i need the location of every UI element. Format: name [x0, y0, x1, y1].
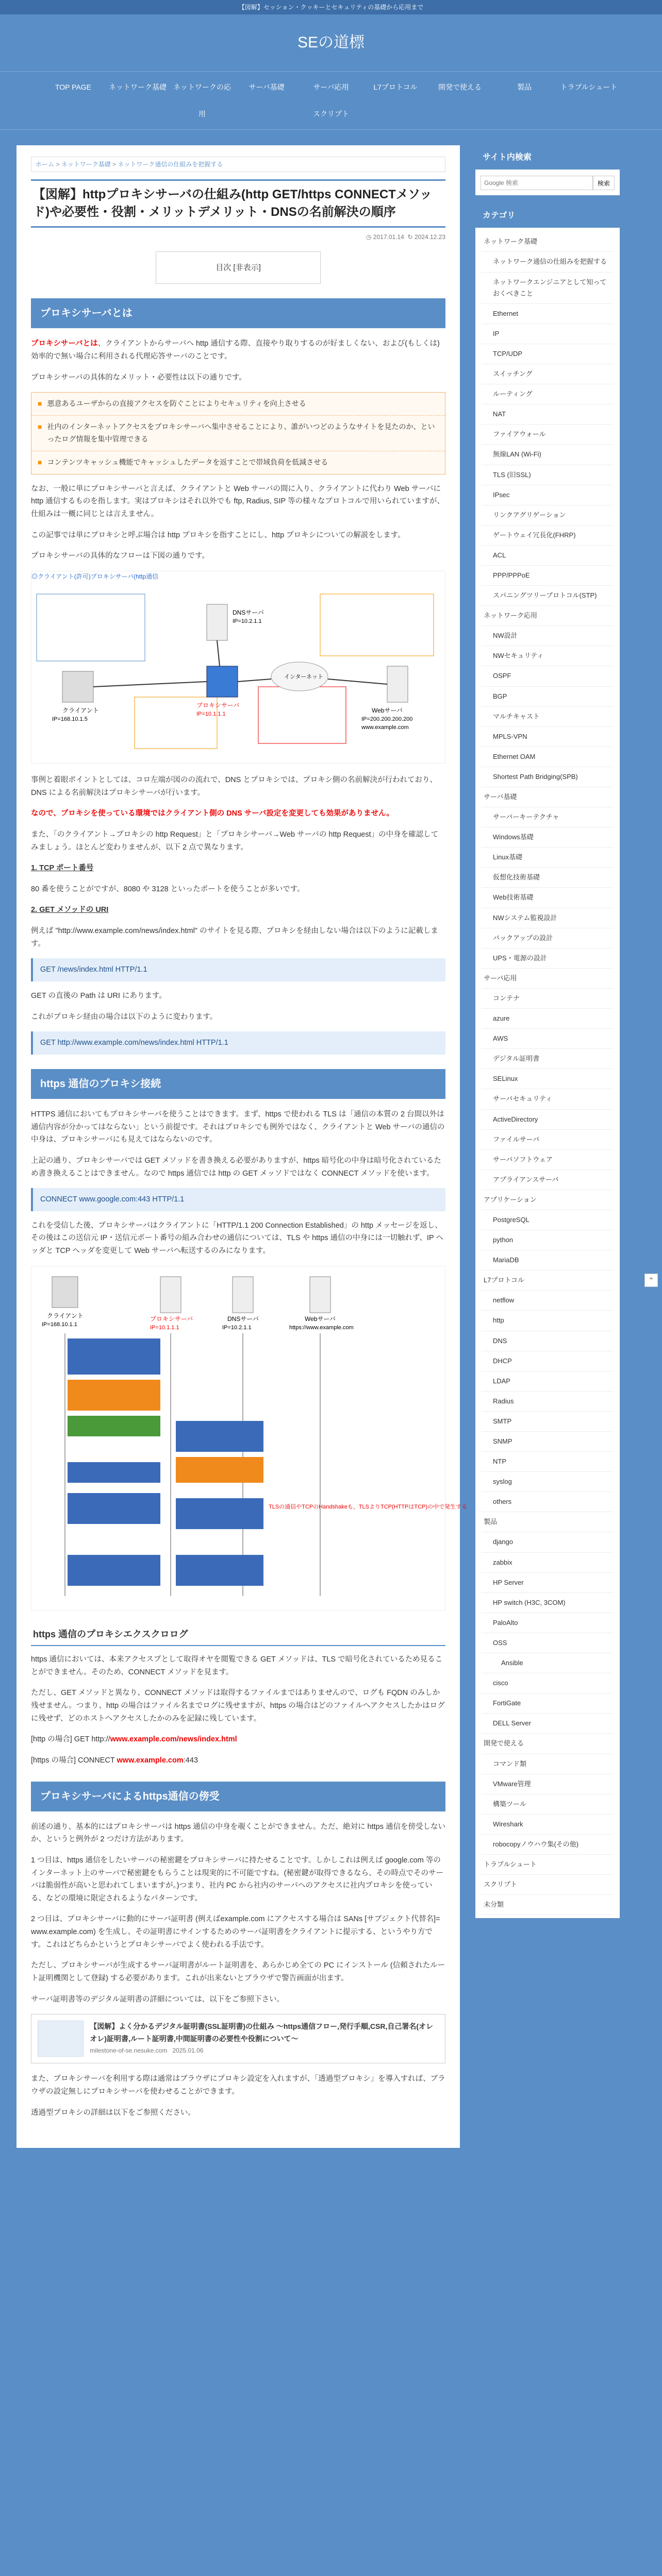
category-link[interactable]: ネットワーク基礎 [482, 232, 614, 252]
paragraph [31, 337, 445, 363]
nav-item[interactable]: TOP PAGE [55, 83, 92, 91]
paragraph: 80 番を使うことがですが、8080 や 3128 といったポートを使うことが多いです。 [31, 885, 305, 893]
packet-block [68, 1338, 160, 1375]
post-dates [31, 232, 445, 242]
related-article-card[interactable] [31, 2014, 445, 2063]
category-link[interactable]: SELinux [482, 1069, 614, 1089]
section-heading: https 通信のプロキシ接続 [31, 1069, 445, 1099]
diagram-svg [31, 1266, 468, 1606]
proxy-ip: IP=10.1.1.1 [196, 711, 226, 718]
category-link[interactable]: 無線LAN (Wi-Fi) [482, 445, 614, 465]
packet-block [68, 1555, 160, 1586]
merits-box [31, 392, 445, 474]
section-heading: プロキシサーバによるhttps通信の傍受 [31, 1782, 445, 1811]
nav-item[interactable]: サーバ応用 [313, 83, 349, 91]
category-link[interactable]: トラブルシュート [482, 1855, 614, 1875]
back-to-top-icon[interactable]: ⌃ [644, 1274, 658, 1287]
web-label: Webサーバ [372, 707, 403, 715]
category-link[interactable]: azure [482, 1009, 614, 1029]
paragraph-text: 、クライアントからサーバへ http 通信する際、直接やり取りするのが好ましくない、および(もしくは)効率的で無い場合に利用される代理応答サーバのことです。 [31, 340, 440, 361]
paragraph: また、プロキシサーバを利用する際は通常はブラウザにプロキシ設定を入れますが、「透過型プロキシ」を導入すれば、ブラウザの設定無しにプロキシサーバを使わせることができます。 [31, 2075, 445, 2096]
log-example [31, 1733, 445, 1746]
category-link[interactable]: 構築ツール [482, 1794, 614, 1815]
web-server-icon [387, 666, 408, 702]
packet-block [68, 1493, 160, 1524]
card-title[interactable]: 【図解】よく分かるデジタル証明書(SSL証明書)の仕組み 〜https通信フロー,発行手順,CSR,自己署名(オレオレ)証明書,ルート証明書,中間証明書の必要性や役割について〜 [90, 2022, 433, 2043]
packet-block [68, 1462, 160, 1483]
paragraph: この記事では単にプロキシと呼ぶ場合は http プロキシを指すことにし、http プロキシについての解説をします。 [31, 531, 405, 539]
category-link[interactable]: Radius [482, 1392, 614, 1412]
category-link[interactable]: サーバソフトウェア [482, 1150, 614, 1170]
category-link[interactable]: Linux基礎 [482, 848, 614, 868]
card-url: milestone-of-se.nesuke.com [90, 2046, 168, 2054]
code-block: GET /news/index.html HTTP/1.1 [31, 958, 445, 981]
breadcrumb-home[interactable]: ホーム [36, 161, 55, 168]
category-link[interactable]: アプライアンスサーバ [482, 1170, 614, 1190]
proxy-label: プロキシサーバ [150, 1315, 193, 1323]
paragraph: 上記の通り、プロキシサーバでは GET メソッドを書き換える必要がありますが、https 暗号化の中身は暗号化されているため書き換えることはできません。なので https 通信では http の GET メッソドではなく CONNECT メソッドを使います。 [31, 1156, 441, 1178]
merit-item [31, 393, 445, 416]
link-line [217, 640, 220, 666]
code-block: CONNECT www.google.com:443 HTTP/1.1 [31, 1188, 445, 1211]
paragraph: 例えば "http://www.example.com/news/index.html" のサイトを見る際、プロキシを経由しない場合は以下のように記載します。 [31, 927, 438, 948]
client-pc-icon [52, 1277, 78, 1308]
category-link[interactable]: バックアップの設計 [482, 928, 614, 948]
category-link[interactable]: VMware管理 [482, 1774, 614, 1794]
paragraph: 前述の通り、基本的にはプロキシサーバは https 通信の中身を覗くことができません。ただ、絶対に https 通信を傍受しないか、というと例外が 2 つだけ方法があります。 [31, 1822, 445, 1844]
figure-caption: ◎クライアント(許可)プロキシサーバ(http通信 [31, 572, 159, 580]
web-label: Webサーバ [305, 1315, 336, 1323]
paragraph: これがプロキシ経由の場合は以下のように変わります。 [31, 1012, 218, 1021]
category-link[interactable]: netflow [482, 1291, 614, 1311]
card-date: 2025.01.06 [172, 2046, 204, 2054]
search-box [475, 171, 620, 195]
updated-date: 2024.12.23 [414, 233, 445, 241]
merit-text: 悪意あるユーザからの直接アクセスを防ぐことによりセキュリティを向上させる [47, 399, 306, 408]
paragraph: 事例と着眼ポイントとしては、コロ左端が図のの流れで、DNS とプロキシでは、プロキシ側の名前解決が行われており、DNS による名前解決はプロキシサーバが行います。 [31, 775, 438, 797]
log-value: www.example.com/news/index.html [110, 1735, 237, 1744]
proxy-flow-diagram [31, 571, 445, 764]
proxy-label: プロキシサーバ [196, 702, 240, 709]
article [16, 145, 468, 2148]
paragraph: HTTPS 通信においてもプロキシサーバを使うことはできます。まず、https で使われる TLS は「通信の本質の 2 台間以外は通信内容が分かってはならない」という前提です。それはプロキシでも例外ではなく、クライアントと Web サーバの通信の中身は、プロキシサーバにも見えてはならないのです。 [31, 1110, 445, 1144]
category-link[interactable]: Ethernet [482, 304, 614, 324]
category-link[interactable]: ネットワークエンジニアとして知っておくべきこと [482, 273, 614, 304]
category-link[interactable]: コンテナ [482, 989, 614, 1009]
emphasis: プロキシサーバとは [31, 340, 98, 348]
category-link[interactable]: L7プロトコル [482, 1270, 614, 1291]
category-link[interactable]: SMTP [482, 1412, 614, 1432]
category-widget-title: カテゴリ [475, 204, 620, 229]
table-of-contents[interactable]: 目次 [非表示] [156, 251, 321, 284]
paragraph: 1 つ目は、https 通信をしたいサーバの秘密鍵をプロキシサーバに持たせることです。しかしこれは例えば google.com 等のインターネット上のサーバで秘密鍵をもらうことは現実的に不可能ですね。(秘密鍵が取得できるなら、その時点でそのサーバは脆弱性が高いと思われてしまいますが。)つまり、社内 PC から社内のサーバへのアクセスに社内プロキシを使っている、などの環境に限定されるようなパターンです。 [31, 1856, 444, 1903]
dns-label: DNSサーバ [227, 1315, 259, 1323]
paragraph: また、「のクライアント→プロキシの http Request」と「プロキシサーバ→Web サーバの http Request」の中身を確認してみましょう。ほとんど変わりませんが、以下 2 点で異なります。 [31, 830, 439, 852]
packet-block [68, 1416, 160, 1436]
category-link[interactable]: Ansible [482, 1653, 614, 1673]
response-box [258, 687, 346, 743]
category-link[interactable]: TCP/UDP [482, 344, 614, 364]
top-announcement-bar[interactable]: 【図解】セッション・クッキーとセキュリティの基礎から応用まで [0, 0, 662, 14]
internet-label: インターネット [284, 674, 324, 681]
category-link[interactable]: AWS [482, 1029, 614, 1049]
breadcrumb-category[interactable]: ネットワーク基礎 [61, 161, 111, 168]
category-link[interactable]: マルチキャスト [482, 707, 614, 727]
category-link[interactable]: cisco [482, 1673, 614, 1693]
https-connect-sequence-diagram [31, 1266, 468, 1611]
category-link[interactable]: PPP/PPPoE [482, 566, 614, 586]
paragraph: プロキシサーバの具体的なフローは下図の通りです。 [31, 552, 209, 561]
category-link[interactable]: PostgreSQL [482, 1210, 614, 1230]
category-link[interactable]: MPLS-VPN [482, 727, 614, 747]
client-ip: IP=168.10.1.5 [52, 716, 88, 723]
category-link[interactable]: 未分類 [482, 1895, 614, 1915]
category-link[interactable]: zabbix [482, 1553, 614, 1573]
category-link[interactable]: ファイルサーバ [482, 1130, 614, 1150]
category-link[interactable]: LDAP [482, 1371, 614, 1392]
category-link[interactable]: IPsec [482, 485, 614, 505]
paragraph: https 通信においては、本来アクセスプとして取得オヤを閲覧できる GET メソッドは、TLS で暗号化されているため見ることができません。そのため、CONNECT メソッドを見ます。 [31, 1655, 443, 1676]
web-host: https://www.example.com [289, 1324, 354, 1331]
sidebar [475, 145, 620, 1918]
dns-ip: IP=10.2.1.1 [233, 618, 262, 625]
merit-item [31, 416, 445, 451]
search-button[interactable]: 検索 [593, 176, 615, 190]
paragraph: GET の直後の Path は URI にあります。 [31, 992, 167, 1001]
refresh-icon: ↻ [407, 233, 413, 241]
paragraph-emphasis: なので、プロキシを使っている環境ではクライアント側の DNS サーバ設定を変更しても効果がありません。 [31, 809, 394, 818]
category-link[interactable]: スパニングツリープロトコル(STP) [482, 586, 614, 606]
category-link[interactable]: robocopyノウハウ集(その他) [482, 1835, 614, 1855]
square-icon: ■ [38, 399, 42, 408]
category-link[interactable]: ファイアウォール [482, 425, 614, 445]
category-link[interactable]: NTP [482, 1452, 614, 1472]
dns-ip: IP=10.2.1.1 [222, 1324, 252, 1331]
log-suffix: :443 [183, 1756, 198, 1765]
nav-item[interactable]: スクリプト [313, 110, 349, 118]
category-link[interactable]: TLS (旧SSL) [482, 465, 614, 485]
nav-item[interactable]: 製品 [517, 83, 532, 91]
code-block: GET http://www.example.com/news/index.html HTTP/1.1 [31, 1031, 445, 1055]
paragraph: ただし、GET メソッドと異なり、CONNECT メソッドは取得するファイルまではありませんので、ログも FQDN のみしか残せません。つまり、http の場合はファイル名までログに残せますが、https の場合はどのファイルへアクセスしたかはログに残せず、どのホストへアクセスしたかのみを記録に残しています。 [31, 1689, 445, 1723]
nav-item[interactable]: 開発で使える [438, 83, 482, 91]
link-line [238, 679, 271, 682]
dns-server-icon [207, 604, 227, 640]
request-box [320, 594, 434, 656]
paragraph: サーバ証明書等のデジタル証明書の詳細については、以下をご参照下さい。 [31, 1995, 285, 2004]
category-link[interactable]: コマンド類 [482, 1754, 614, 1774]
page-title: 【図解】httpプロキシサーバの仕組み(http GET/https CONNECTメソッド)や必要性・役割・メリットデメリット・DNSの名前解決の順序 [31, 179, 445, 227]
category-link[interactable]: リンクアグリゲーション [482, 505, 614, 526]
clock-icon: ◷ [366, 233, 372, 241]
category-link[interactable]: ACL [482, 546, 614, 566]
merit-item [31, 451, 445, 474]
category-link[interactable]: python [482, 1230, 614, 1250]
category-link[interactable]: OSPF [482, 666, 614, 686]
dns-label: DNSサーバ [233, 609, 264, 617]
category-link[interactable]: HP Server [482, 1573, 614, 1593]
log-value: www.example.com [117, 1756, 184, 1765]
category-link[interactable]: NAT [482, 404, 614, 425]
proxy-server-icon [160, 1277, 181, 1313]
category-link[interactable]: DELL Server [482, 1714, 614, 1734]
category-link[interactable]: スクリプト [482, 1875, 614, 1895]
client-ip: IP=168.10.1.1 [42, 1321, 77, 1328]
nav-item[interactable]: トラブルシュート [560, 83, 618, 91]
subsection-heading: https 通信のプロキシエクスクロログ [31, 1623, 445, 1647]
search-input[interactable] [481, 176, 593, 190]
category-link[interactable]: DHCP [482, 1351, 614, 1371]
packet-block [176, 1457, 263, 1483]
paragraph: 透過型プロキシの詳細は以下をご参照ください。 [31, 2108, 195, 2117]
category-link[interactable]: DNS [482, 1331, 614, 1351]
category-link[interactable]: IP [482, 324, 614, 344]
nav-item[interactable]: L7プロトコル [373, 83, 418, 91]
category-link[interactable]: PaloAlto [482, 1613, 614, 1633]
breadcrumb: ホーム > ネットワーク基礎 > ネットワーク通信の仕組みを把握する [31, 157, 445, 172]
nav-item[interactable]: サーバ基礎 [249, 83, 285, 91]
paragraph: ただし、プロキシサーバが生成するサーバ証明書がルート証明書を、あらかじめ全ての PC にインストール (信頼されたルート証明機関として登録) する必要があります。これが出来ないとブラウザで警告画面が出ます。 [31, 1961, 445, 1982]
paragraph: なお、一般に単にプロキシサーバと言えば、クライアントと Web サーバの間に入り、クライアントに代わり Web サーバに http 通信するものを指します。実はプロキシはそれ以外でも ftp, Radius, SIP 等の様々なプロトコルで用いられていますが、仕組みは一概に同じとは言えません。 [31, 484, 444, 518]
category-link[interactable]: ゲートウェイ冗長化(FHRP) [482, 526, 614, 546]
category-link[interactable]: 開発で使える [482, 1734, 614, 1754]
category-link[interactable]: Shortest Path Bridging(SPB) [482, 767, 614, 787]
diagram-svg [31, 584, 444, 759]
log-example [31, 1754, 445, 1767]
category-link[interactable]: syslog [482, 1472, 614, 1492]
client-pc-icon [62, 671, 93, 702]
proxy-ip: IP=10.1.1.1 [150, 1324, 179, 1331]
category-link[interactable]: HP switch (H3C, 3COM) [482, 1593, 614, 1613]
category-link[interactable]: ActiveDirectory [482, 1110, 614, 1130]
client-label: クライアント [47, 1312, 84, 1319]
link-line [93, 682, 207, 687]
packet-block [176, 1421, 263, 1452]
category-link[interactable]: OSS [482, 1633, 614, 1653]
merit-text: 社内のインターネットアクセスをプロキシサーバへ集中させることにより、誰がいつどのようなサイトを見たのか、といったログ情報を集中管理できる [47, 422, 435, 443]
web-server-icon [310, 1277, 330, 1313]
site-title[interactable]: SEの道標 [0, 14, 662, 71]
category-link[interactable]: NWシステム監視設計 [482, 908, 614, 928]
category-link[interactable]: UPS・電源の設計 [482, 948, 614, 969]
category-link[interactable]: http [482, 1311, 614, 1331]
category-link[interactable]: サーバ基礎 [482, 787, 614, 807]
merit-text: コンテンツキャッシュ機能でキャッシュしたデータを返すことで帯域負荷を低減させる [47, 457, 328, 466]
log-prefix: [http の場合] GET http:// [31, 1735, 110, 1744]
search-widget-title: サイト内検索 [475, 145, 620, 171]
nav-item[interactable]: ネットワーク基礎 [109, 83, 167, 91]
log-prefix: [https の場合] CONNECT [31, 1756, 117, 1765]
paragraph: これを受信した後、プロキシサーバはクライアントに「HTTP/1.1 200 Connection Established」の http メッセージを返し、その後はこの送信元 IP・送信元ポート番号の組み合わせの通信については、TLS や https 通信の中身には一切触れず、IP ヘッダと TCP ヘッダを変更して Web サーバへ転送するのみになります。 [31, 1221, 443, 1256]
article-thumbnail [38, 2021, 84, 2057]
category-link[interactable]: ネットワーク応用 [482, 606, 614, 626]
category-link[interactable]: Ethernet OAM [482, 747, 614, 767]
paragraph: プロキシサーバの具体的なメリット・必要性は以下の通りです。 [31, 373, 246, 382]
category-link[interactable]: スイッチング [482, 364, 614, 384]
global-nav [0, 71, 662, 130]
diagram-note: TLSの通信やTCPのHandshakeも、TLSよりTCP(HTTPはTCP)の中で発生する [269, 1503, 468, 1510]
client-label: クライアント [62, 707, 99, 715]
category-link[interactable]: others [482, 1492, 614, 1512]
category-link[interactable]: サーバ応用 [482, 969, 614, 989]
category-list [475, 229, 620, 1918]
category-link[interactable]: Web技術基礎 [482, 888, 614, 908]
category-link[interactable]: サーバセキュリティ [482, 1089, 614, 1109]
point-heading: 1. TCP ポート番号 [31, 864, 94, 873]
web-host: www.example.com [361, 724, 409, 731]
web-ip: IP=200.200.200.200 [361, 716, 413, 723]
packet-block [68, 1380, 160, 1411]
category-link[interactable]: サーバーキーテクチャ [482, 807, 614, 827]
category-link[interactable]: Wireshark [482, 1815, 614, 1835]
category-link[interactable]: Windows基礎 [482, 827, 614, 848]
category-link[interactable]: django [482, 1532, 614, 1552]
category-link[interactable]: SNMP [482, 1432, 614, 1452]
paragraph: 2 つ目は、プロキシサーバに動的にサーバ証明書 (例えばexample.com にアクセスする場合は SANs [サブジェクト代替名]= www.example.com) を生成し、その証明書にサインするためのサーバ証明書をクライアントに提示する、というやり方です。これはどちらかというとプロキシサーバでよく使われる手法です。 [31, 1915, 440, 1949]
link-line [328, 679, 387, 684]
section-heading: プロキシサーバとは [31, 298, 445, 328]
dns-server-icon [233, 1277, 253, 1313]
category-link[interactable]: デジタル証明書 [482, 1049, 614, 1069]
category-link[interactable]: ルーティング [482, 384, 614, 404]
category-link[interactable]: 製品 [482, 1512, 614, 1532]
packet-block [176, 1498, 263, 1529]
square-icon: ■ [38, 457, 42, 466]
category-link[interactable]: 仮想化技術基礎 [482, 868, 614, 888]
request-box [37, 594, 145, 661]
nav-item[interactable]: ネットワークの応用 [173, 83, 231, 118]
point-heading: 2. GET メソッドの URI [31, 906, 109, 914]
category-link[interactable]: FortiGate [482, 1693, 614, 1714]
category-link[interactable]: ネットワーク通信の仕組みを把握する [482, 252, 614, 272]
category-link[interactable]: アプリケーション [482, 1190, 614, 1210]
packet-block [176, 1555, 263, 1586]
category-link[interactable]: NW設計 [482, 626, 614, 646]
square-icon: ■ [38, 422, 42, 431]
category-link[interactable]: NWセキュリティ [482, 646, 614, 666]
breadcrumb-subcategory[interactable]: ネットワーク通信の仕組みを把握する [118, 161, 223, 168]
category-link[interactable]: BGP [482, 687, 614, 707]
category-link[interactable]: MariaDB [482, 1250, 614, 1270]
proxy-switch-icon [207, 666, 238, 697]
published-date: 2017.01.14 [373, 233, 404, 241]
